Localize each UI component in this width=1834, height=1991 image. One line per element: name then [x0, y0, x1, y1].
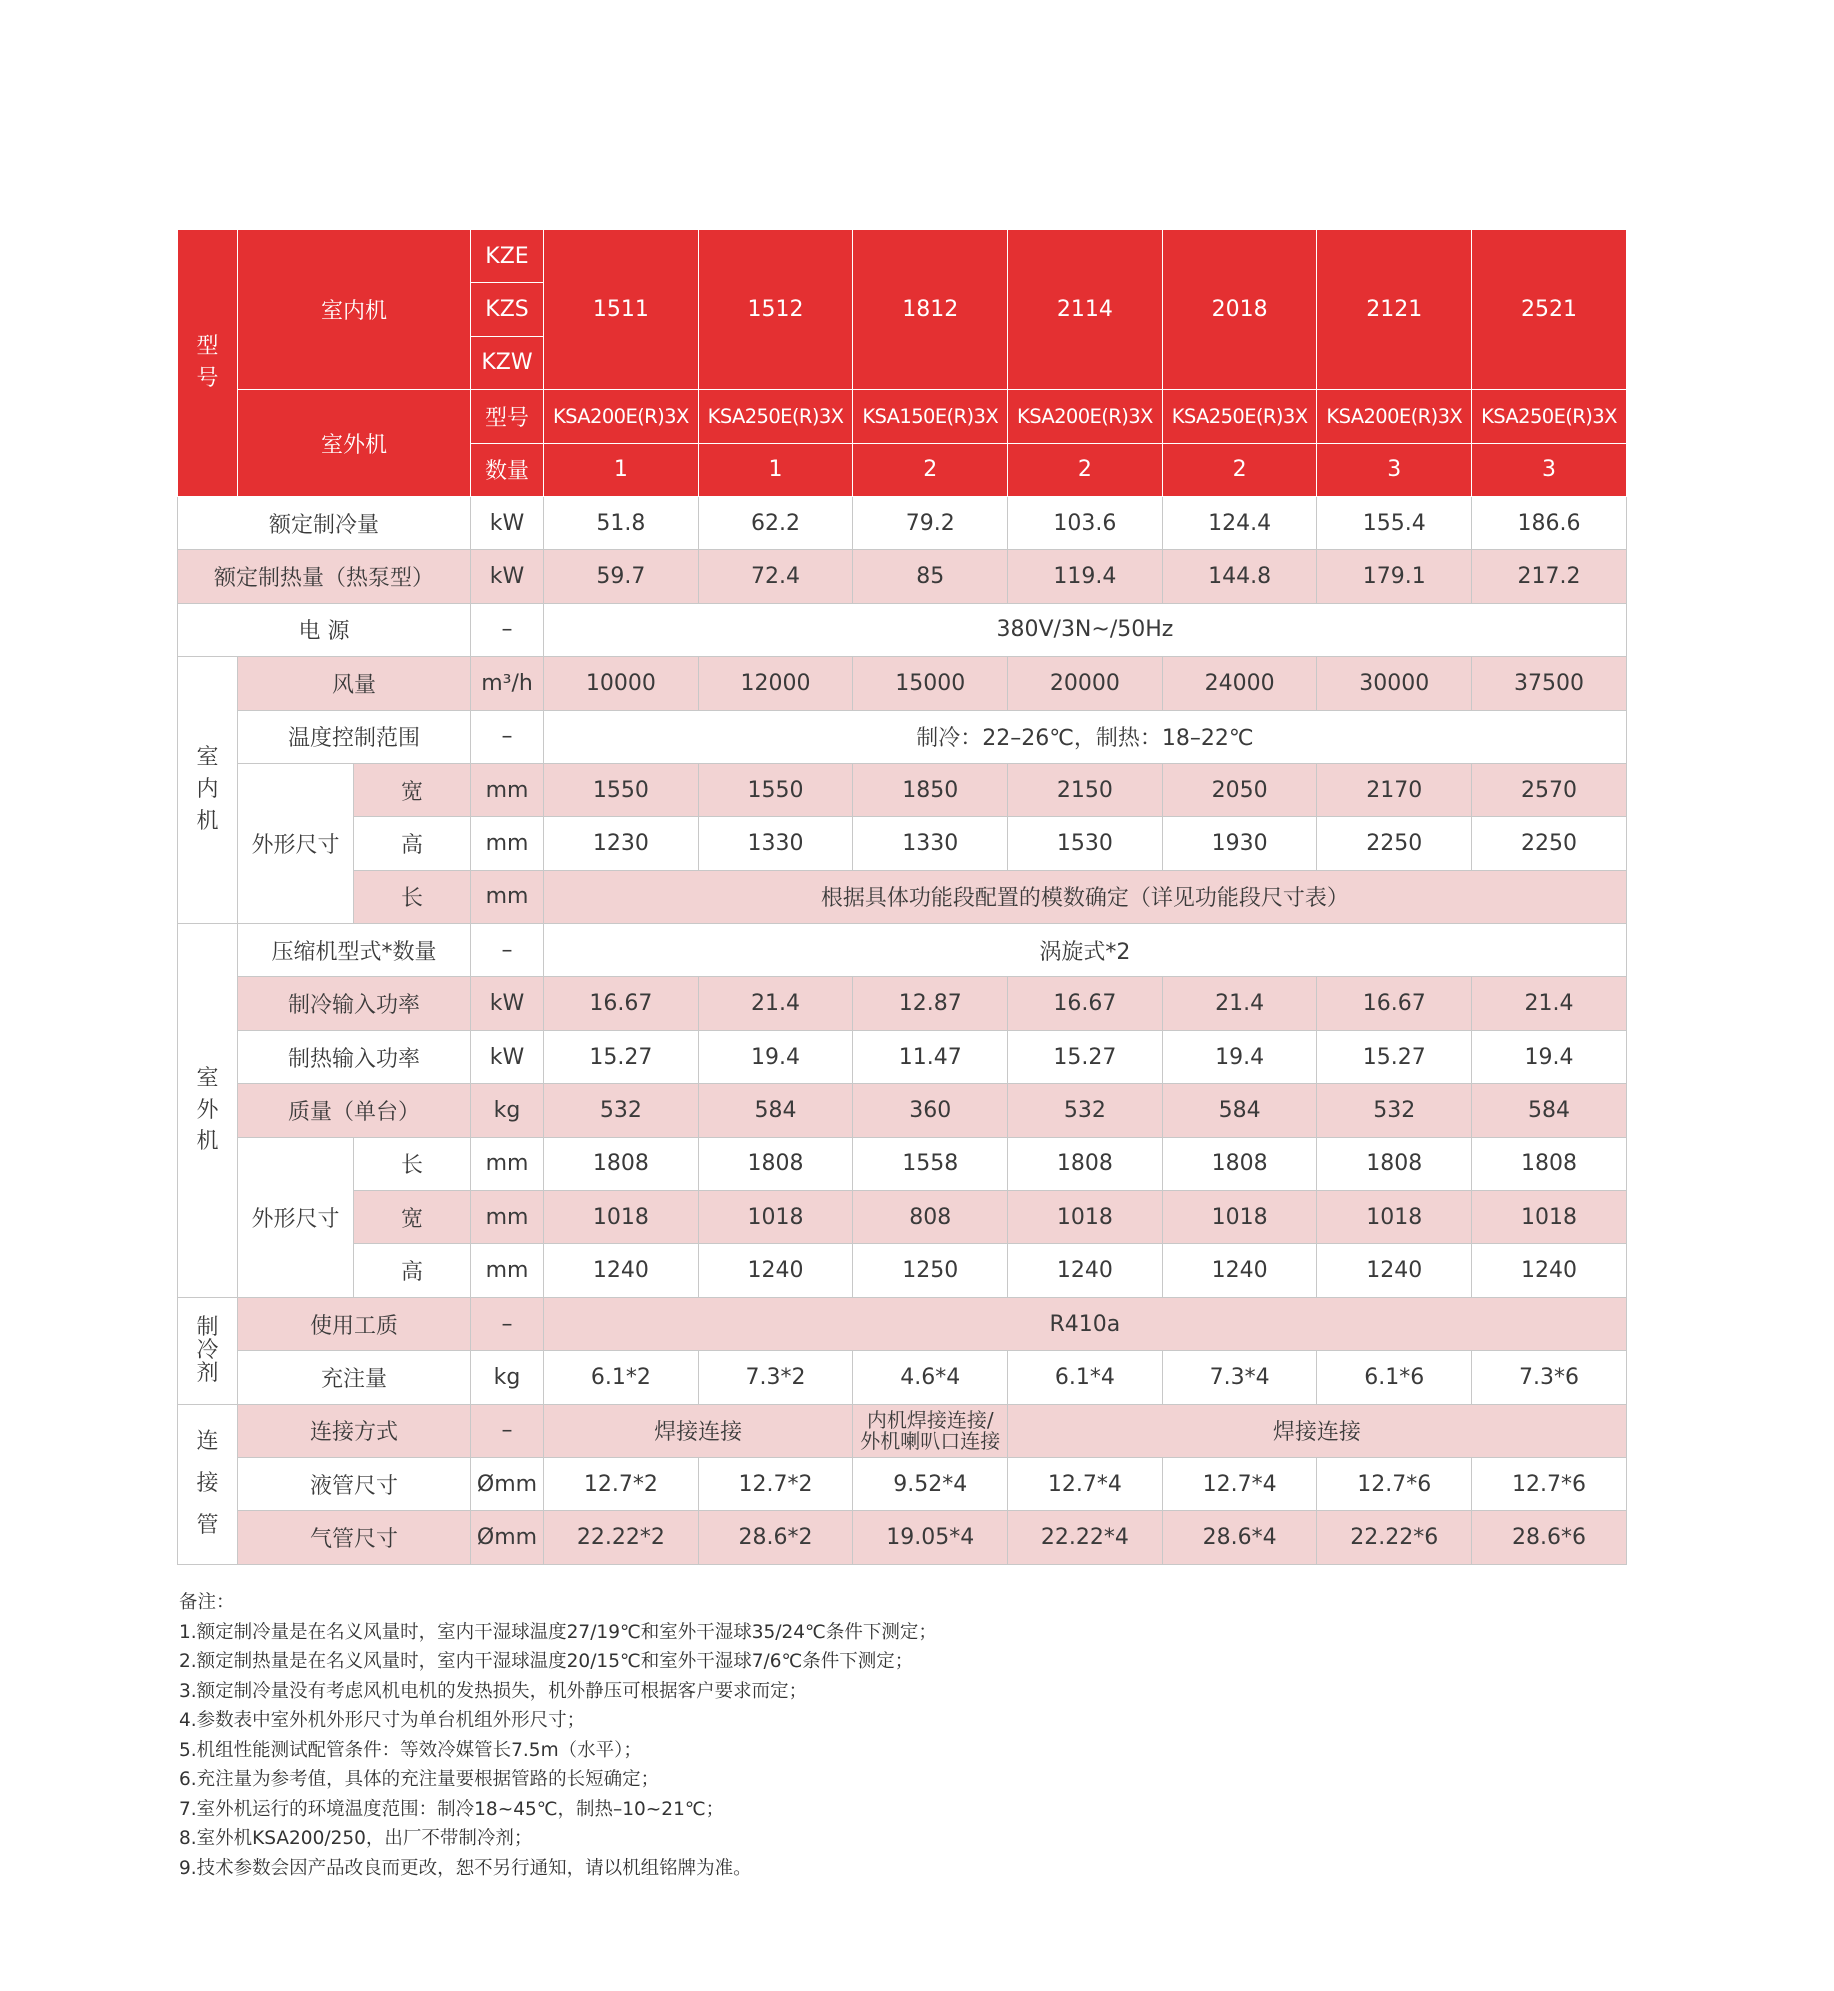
- cell-value: 1330: [698, 817, 853, 870]
- outdoor-model: KSA200E(R)3X: [1317, 390, 1472, 443]
- outdoor-label-char: 外: [196, 1097, 219, 1123]
- cell-value: 1240: [698, 1244, 853, 1297]
- indoor-model: 1512: [698, 230, 853, 390]
- row-label: 宽: [354, 763, 471, 816]
- piping-group-label: [178, 1404, 238, 1564]
- row-unit: –: [471, 603, 544, 656]
- cell-value-merged: R410a: [544, 1297, 1627, 1350]
- note-item: 9.技术参数会因产品改良而更改，恕不另行通知，请以机组铭牌为准。: [179, 1857, 752, 1879]
- qty-label: 数量: [471, 443, 544, 496]
- series-kzs: KZS: [471, 283, 544, 336]
- cell-value: 2170: [1317, 763, 1472, 816]
- cell-value: 12.7*6: [1317, 1457, 1472, 1510]
- refrigerant-label-char: 剂: [196, 1361, 219, 1387]
- cell-value: 15.27: [1008, 1030, 1163, 1083]
- series-kzw: KZW: [471, 336, 544, 389]
- row-unit: mm: [471, 1244, 544, 1297]
- cell-value: 62.2: [698, 496, 853, 549]
- outdoor-model: KSA250E(R)3X: [1162, 390, 1317, 443]
- row-indoor-height: [178, 817, 1627, 870]
- cell-value: 1808: [1162, 1137, 1317, 1190]
- qty-value: 2: [1162, 443, 1317, 496]
- row-outdoor-heat-input: [178, 1030, 1627, 1083]
- piping-label-char: 管: [196, 1513, 219, 1539]
- cell-value: 119.4: [1008, 550, 1163, 603]
- cell-value: 155.4: [1317, 496, 1472, 549]
- cell-value-merged: 焊接连接: [1008, 1404, 1627, 1457]
- outdoor-label-char: 机: [196, 1129, 219, 1155]
- row-label: 液管尺寸: [238, 1457, 471, 1510]
- cell-value: 6.1*2: [544, 1351, 699, 1404]
- spec-table-body: [178, 230, 1627, 1565]
- cell-value-merged: 制冷：22–26℃，制热：18–22℃: [544, 710, 1627, 763]
- row-label: 长: [354, 870, 471, 923]
- cell-value: 179.1: [1317, 550, 1472, 603]
- indoor-model: 2521: [1472, 230, 1627, 390]
- cell-value: 808: [853, 1191, 1008, 1244]
- cell-value-merged: 根据具体功能段配置的模数确定（详见功能段尺寸表）: [544, 870, 1627, 923]
- cell-value: 1018: [1472, 1191, 1627, 1244]
- outdoor-label-char: 室: [196, 1065, 219, 1091]
- row-label: 额定制冷量: [178, 496, 471, 549]
- row-unit: –: [471, 1404, 544, 1457]
- cell-value-merged: 焊接连接: [544, 1404, 853, 1457]
- row-unit: Ømm: [471, 1511, 544, 1564]
- row-unit: –: [471, 710, 544, 763]
- cell-value: 19.4: [1472, 1030, 1627, 1083]
- cell-value: 85: [853, 550, 1008, 603]
- row-label: 制热输入功率: [238, 1030, 471, 1083]
- cell-value: 28.6*2: [698, 1511, 853, 1564]
- cell-value: 1808: [1472, 1137, 1627, 1190]
- indoor-group-label: [178, 657, 238, 924]
- cell-value: 1330: [853, 817, 1008, 870]
- row-label: 宽: [354, 1191, 471, 1244]
- cell-value: 1530: [1008, 817, 1163, 870]
- row-piping-method: [178, 1404, 1627, 1457]
- cell-value: 15000: [853, 657, 1008, 710]
- cell-value: 1808: [544, 1137, 699, 1190]
- indoor-label-char: 室: [196, 745, 219, 771]
- row-unit: mm: [471, 1191, 544, 1244]
- row-label: 电 源: [178, 603, 471, 656]
- cell-value: 1240: [1317, 1244, 1472, 1297]
- cell-value: 4.6*4: [853, 1351, 1008, 1404]
- connection-line-1: 内机焊接连接/: [866, 1407, 994, 1432]
- cell-value: 10000: [544, 657, 699, 710]
- row-unit: m³/h: [471, 657, 544, 710]
- connection-line-2: 外机喇叭口连接: [860, 1428, 1001, 1453]
- header-row-kze: [178, 230, 1627, 283]
- cell-value: 28.6*6: [1472, 1511, 1627, 1564]
- cell-value: 1240: [544, 1244, 699, 1297]
- cell-value: 12.7*4: [1008, 1457, 1163, 1510]
- cell-value: 217.2: [1472, 550, 1627, 603]
- cell-value: 51.8: [544, 496, 699, 549]
- outdoor-model: KSA250E(R)3X: [1472, 390, 1627, 443]
- row-rated-cooling: [178, 496, 1627, 549]
- cell-value-merged: 涡旋式*2: [544, 924, 1627, 977]
- cell-value: 1240: [1162, 1244, 1317, 1297]
- cell-value: 1930: [1162, 817, 1317, 870]
- cell-value: 37500: [1472, 657, 1627, 710]
- cell-value: 12.7*2: [698, 1457, 853, 1510]
- row-rated-heating: [178, 550, 1627, 603]
- row-unit: kg: [471, 1351, 544, 1404]
- cell-value: 21.4: [1162, 977, 1317, 1030]
- row-unit: kW: [471, 496, 544, 549]
- cell-value: 1808: [1317, 1137, 1472, 1190]
- cell-value: 1018: [1162, 1191, 1317, 1244]
- note-item: 1.额定制冷量是在名义风量时，室内干湿球温度27/19℃和室外干湿球35/24℃条件下测定；: [179, 1621, 937, 1643]
- note-item: 3.额定制冷量没有考虑风机电机的发热损失，机外静压可根据客户要求而定；: [179, 1680, 808, 1702]
- piping-label-char: 接: [196, 1471, 219, 1497]
- row-label: 风量: [238, 657, 471, 710]
- row-label: 温度控制范围: [238, 710, 471, 763]
- row-label: 额定制热量（热泵型）: [178, 550, 471, 603]
- indoor-unit-label: 室内机: [238, 230, 471, 390]
- cell-value: 21.4: [1472, 977, 1627, 1030]
- row-refrigerant-charge: [178, 1351, 1627, 1404]
- cell-value: 16.67: [1008, 977, 1163, 1030]
- cell-value: 1550: [698, 763, 853, 816]
- row-label: 充注量: [238, 1351, 471, 1404]
- cell-value: 124.4: [1162, 496, 1317, 549]
- cell-value: 20000: [1008, 657, 1163, 710]
- cell-value: 1558: [853, 1137, 1008, 1190]
- refrigerant-label-char: 制: [196, 1315, 219, 1341]
- header-row-outdoor-model: [178, 390, 1627, 443]
- spec-table: [177, 229, 1627, 1565]
- cell-value: 7.3*2: [698, 1351, 853, 1404]
- cell-value: 584: [1472, 1084, 1627, 1137]
- note-item: 6.充注量为参考值，具体的充注量要根据管路的长短确定；: [179, 1769, 660, 1790]
- cell-value: 22.22*2: [544, 1511, 699, 1564]
- cell-value: 1018: [698, 1191, 853, 1244]
- row-indoor-airflow: [178, 657, 1627, 710]
- cell-value: 19.05*4: [853, 1511, 1008, 1564]
- row-label: 连接方式: [238, 1404, 471, 1457]
- qty-value: 2: [1008, 443, 1163, 496]
- indoor-dim-label: 外形尺寸: [238, 763, 354, 923]
- cell-value: 1018: [544, 1191, 699, 1244]
- row-unit: Ømm: [471, 1457, 544, 1510]
- row-unit: mm: [471, 817, 544, 870]
- cell-value: 532: [1317, 1084, 1472, 1137]
- series-kze: KZE: [471, 230, 544, 283]
- row-label: 制冷输入功率: [238, 977, 471, 1030]
- cell-value: 6.1*4: [1008, 1351, 1163, 1404]
- outdoor-dim-label: 外形尺寸: [238, 1137, 354, 1297]
- note-item: 4.参数表中室外机外形尺寸为单台机组外形尺寸；: [179, 1710, 586, 1731]
- cell-value: 103.6: [1008, 496, 1163, 549]
- notes-title: 备注：: [179, 1592, 235, 1613]
- indoor-model: 1812: [853, 230, 1008, 390]
- cell-value: 360: [853, 1084, 1008, 1137]
- indoor-label-char: 内: [196, 777, 219, 803]
- row-outdoor-width: [178, 1191, 1627, 1244]
- row-label: 高: [354, 1244, 471, 1297]
- cell-value: 1808: [1008, 1137, 1163, 1190]
- outdoor-unit-label: 室外机: [238, 390, 471, 497]
- cell-value: 6.1*6: [1317, 1351, 1472, 1404]
- outdoor-group-label: [178, 924, 238, 1298]
- cell-value: 532: [544, 1084, 699, 1137]
- row-label: 压缩机型式*数量: [238, 924, 471, 977]
- indoor-model: 2121: [1317, 230, 1472, 390]
- cell-value: 21.4: [698, 977, 853, 1030]
- cell-value: 2250: [1472, 817, 1627, 870]
- row-label: 长: [354, 1137, 471, 1190]
- row-label: 质量（单台）: [238, 1084, 471, 1137]
- cell-value: 1230: [544, 817, 699, 870]
- indoor-model: 2114: [1008, 230, 1163, 390]
- outdoor-model: KSA150E(R)3X: [853, 390, 1008, 443]
- row-indoor-length: [178, 870, 1627, 923]
- qty-value: 1: [698, 443, 853, 496]
- row-piping-gas: [178, 1511, 1627, 1564]
- row-piping-liquid: [178, 1457, 1627, 1510]
- row-unit: mm: [471, 870, 544, 923]
- cell-value-two-line: [853, 1404, 1008, 1457]
- cell-value: 59.7: [544, 550, 699, 603]
- cell-value: 12000: [698, 657, 853, 710]
- cell-value: 16.67: [544, 977, 699, 1030]
- qty-value: 1: [544, 443, 699, 496]
- cell-value: 1850: [853, 763, 1008, 816]
- cell-value: 12.87: [853, 977, 1008, 1030]
- row-unit: –: [471, 924, 544, 977]
- note-item: 7.室外机运行的环境温度范围：制冷18~45℃，制热–10~21℃；: [179, 1798, 725, 1820]
- cell-value: 15.27: [1317, 1030, 1472, 1083]
- row-indoor-width: [178, 763, 1627, 816]
- cell-value: 24000: [1162, 657, 1317, 710]
- outdoor-model: KSA200E(R)3X: [1008, 390, 1163, 443]
- indoor-model: 2018: [1162, 230, 1317, 390]
- row-power-supply: [178, 603, 1627, 656]
- cell-value: 19.4: [1162, 1030, 1317, 1083]
- row-unit: kg: [471, 1084, 544, 1137]
- cell-value: 72.4: [698, 550, 853, 603]
- row-unit: kW: [471, 1030, 544, 1083]
- cell-value: 1018: [1317, 1191, 1472, 1244]
- row-label: 高: [354, 817, 471, 870]
- note-item: 2.额定制热量是在名义风量时，室内干湿球温度20/15℃和室外干湿球7/6℃条件下测定；: [179, 1651, 914, 1672]
- cell-value: 22.22*6: [1317, 1511, 1472, 1564]
- row-outdoor-height: [178, 1244, 1627, 1297]
- cell-value: 79.2: [853, 496, 1008, 549]
- cell-value: 30000: [1317, 657, 1472, 710]
- cell-value: 7.3*6: [1472, 1351, 1627, 1404]
- cell-value: 2250: [1317, 817, 1472, 870]
- cell-value: 9.52*4: [853, 1457, 1008, 1510]
- cell-value: 16.67: [1317, 977, 1472, 1030]
- cell-value: 584: [1162, 1084, 1317, 1137]
- cell-value: 186.6: [1472, 496, 1627, 549]
- cell-value: 19.4: [698, 1030, 853, 1083]
- cell-value: 1018: [1008, 1191, 1163, 1244]
- refrigerant-label-char: 冷: [196, 1338, 219, 1364]
- cell-value: 28.6*4: [1162, 1511, 1317, 1564]
- cell-value: 532: [1008, 1084, 1163, 1137]
- row-unit: mm: [471, 763, 544, 816]
- cell-value: 2570: [1472, 763, 1627, 816]
- row-indoor-temp-range: [178, 710, 1627, 763]
- row-unit: kW: [471, 550, 544, 603]
- note-item: 5.机组性能测试配管条件：等效冷媒管长7.5m（水平）；: [179, 1739, 642, 1761]
- row-unit: mm: [471, 1137, 544, 1190]
- cell-value: 12.7*2: [544, 1457, 699, 1510]
- model-label-char: 号: [196, 365, 219, 391]
- cell-value: 144.8: [1162, 550, 1317, 603]
- cell-value: 2050: [1162, 763, 1317, 816]
- model-group-label: [178, 230, 238, 497]
- cell-value: 1550: [544, 763, 699, 816]
- cell-value: 7.3*4: [1162, 1351, 1317, 1404]
- refrigerant-group-label: [178, 1297, 238, 1404]
- row-outdoor-cool-input: [178, 977, 1627, 1030]
- row-label: 使用工质: [238, 1297, 471, 1350]
- cell-value: 15.27: [544, 1030, 699, 1083]
- cell-value: 22.22*4: [1008, 1511, 1163, 1564]
- cell-value: 11.47: [853, 1030, 1008, 1083]
- outdoor-model-label: 型号: [471, 390, 544, 443]
- cell-value: 2150: [1008, 763, 1163, 816]
- qty-value: 3: [1317, 443, 1472, 496]
- cell-value: 584: [698, 1084, 853, 1137]
- cell-value: 1240: [1472, 1244, 1627, 1297]
- cell-value: 1250: [853, 1244, 1008, 1297]
- cell-value: 12.7*6: [1472, 1457, 1627, 1510]
- notes-section: [179, 1588, 937, 1883]
- qty-value: 3: [1472, 443, 1627, 496]
- indoor-label-char: 机: [196, 809, 219, 835]
- outdoor-model: KSA250E(R)3X: [698, 390, 853, 443]
- cell-value-merged: 380V/3N~/50Hz: [544, 603, 1627, 656]
- model-label-char: 型: [196, 334, 219, 360]
- row-unit: –: [471, 1297, 544, 1350]
- row-outdoor-compressor: [178, 924, 1627, 977]
- piping-label-char: 连: [196, 1429, 219, 1455]
- cell-value: 1240: [1008, 1244, 1163, 1297]
- row-outdoor-length: [178, 1137, 1627, 1190]
- cell-value: 1808: [698, 1137, 853, 1190]
- row-unit: kW: [471, 977, 544, 1030]
- row-outdoor-weight: [178, 1084, 1627, 1137]
- row-label: 气管尺寸: [238, 1511, 471, 1564]
- note-item: 8.室外机KSA200/250，出厂不带制冷剂；: [179, 1828, 533, 1849]
- row-refrigerant-medium: [178, 1297, 1627, 1350]
- qty-value: 2: [853, 443, 1008, 496]
- indoor-model: 1511: [544, 230, 699, 390]
- outdoor-model: KSA200E(R)3X: [544, 390, 699, 443]
- cell-value: 12.7*4: [1162, 1457, 1317, 1510]
